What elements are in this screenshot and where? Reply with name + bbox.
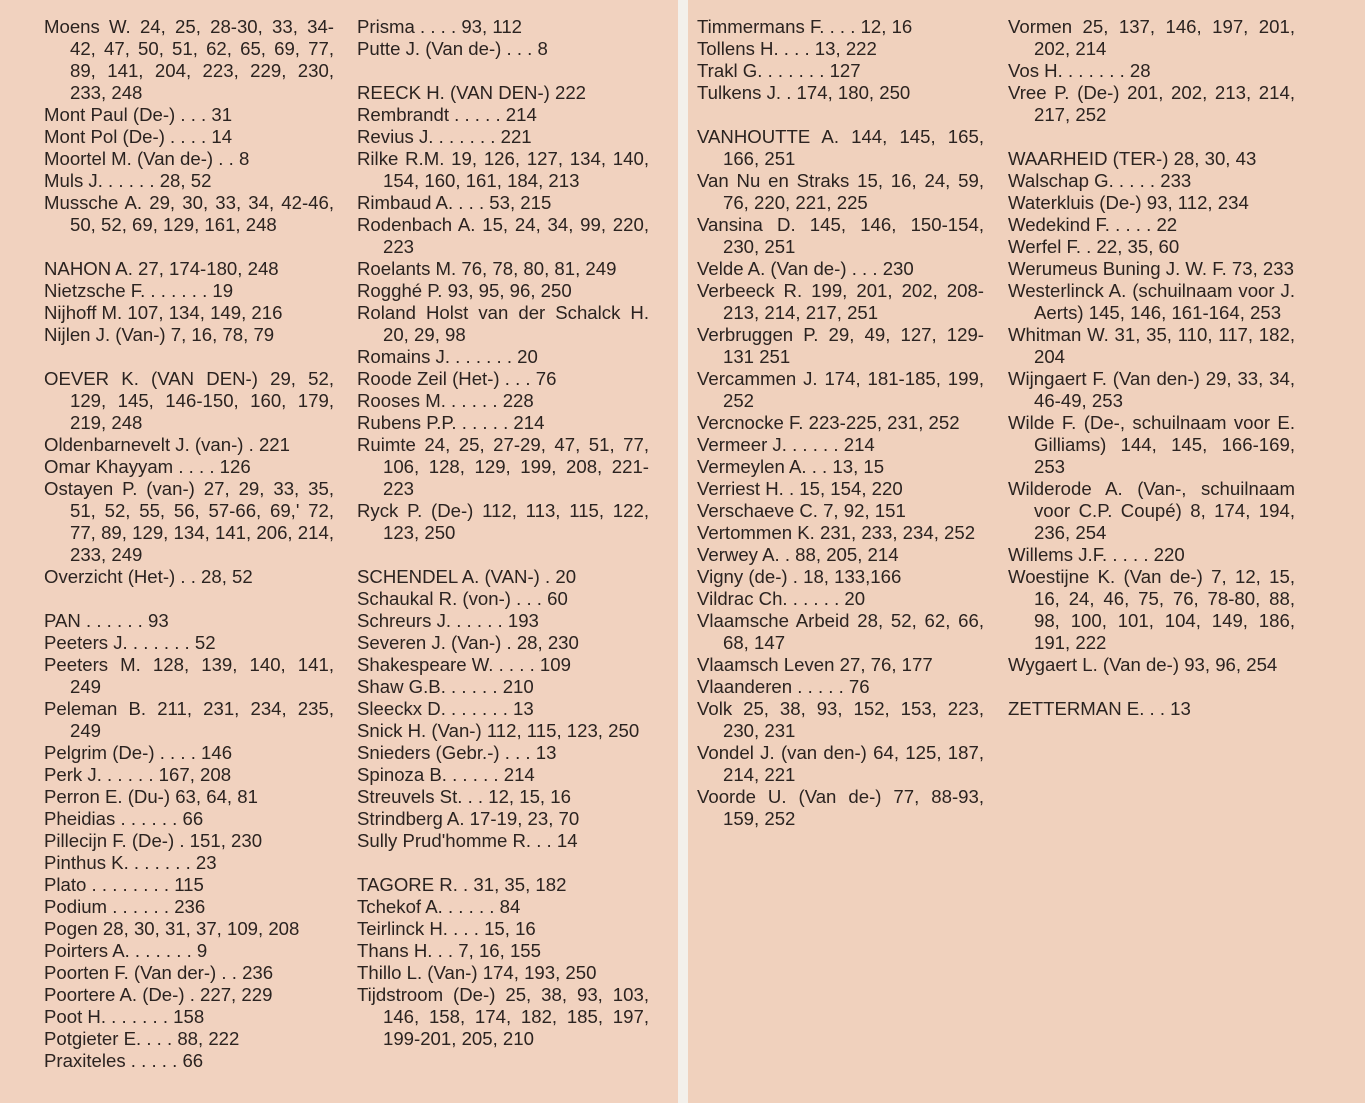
index-entry: Westerlinck A. (schuilnaam voor J. Aerts) 145, 146, 161-164, 253 <box>1008 280 1295 323</box>
index-entry: Vigny (de-) . 18, 133,166 <box>697 566 902 587</box>
index-entry: Nijlen J. (Van-) 7, 16, 78, 79 <box>44 324 275 345</box>
index-entry: Moortel M. (Van de-) . . 8 <box>44 148 250 169</box>
index-entry: Vlaanderen . . . . . 76 <box>697 676 870 697</box>
index-entry: Tchekof A. . . . . . 84 <box>357 896 521 917</box>
index-entry: Spinoza B. . . . . . 214 <box>357 764 535 785</box>
index-entry: Woestijne K. (Van de-) 7, 12, 15, 16, 24, 46, 75, 76, 78-80, 88, 98, 100, 101, 104, 149, 186, 191, 222 <box>1008 566 1295 653</box>
index-entry: Vormen 25, 137, 146, 197, 201, 202, 214 <box>1008 16 1295 59</box>
index-entry: NAHON A. 27, 174-180, 248 <box>44 258 279 279</box>
index-entry: Muls J. . . . . . 28, 52 <box>44 170 212 191</box>
index-entry: Timmermans F. . . . 12, 16 <box>697 16 913 37</box>
index-entry: PAN . . . . . . 93 <box>44 610 169 631</box>
index-entry: Vermeylen A. . . 13, 15 <box>697 456 885 477</box>
index-entry: Roelants M. 76, 78, 80, 81, 249 <box>357 258 617 279</box>
index-entry: Vos H. . . . . . . 28 <box>1008 60 1151 81</box>
index-entry: Oldenbarnevelt J. (van-) . 221 <box>44 434 290 455</box>
index-entry: Overzicht (Het-) . . 28, 52 <box>44 566 253 587</box>
index-entry: Strindberg A. 17-19, 23, 70 <box>357 808 580 829</box>
index-entry: Teirlinck H. . . . 15, 16 <box>357 918 536 939</box>
index-entry: Voorde U. (Van de-) 77, 88-93, 159, 252 <box>697 786 984 829</box>
index-entry: SCHENDEL A. (VAN-) . 20 <box>357 566 577 587</box>
index-entry: Volk 25, 38, 93, 152, 153, 223, 230, 231 <box>697 698 984 741</box>
index-entry: Vansina D. 145, 146, 150-154, 230, 251 <box>697 214 984 257</box>
index-entry: Shaw G.B. . . . . . 210 <box>357 676 534 697</box>
index-entry: Vercammen J. 174, 181-185, 199, 252 <box>697 368 984 411</box>
index-entry: Peleman B. 211, 231, 234, 235, 249 <box>44 698 334 741</box>
index-entry: Vondel J. (van den-) 64, 125, 187, 214, 221 <box>697 742 984 785</box>
index-entry: Velde A. (Van de-) . . . 230 <box>697 258 914 279</box>
index-entry: Wedekind F. . . . . 22 <box>1008 214 1178 235</box>
index-entry: Ruimte 24, 25, 27-29, 47, 51, 77, 106, 128, 129, 199, 208, 221-223 <box>357 434 649 499</box>
index-entry: Vermeer J. . . . . . 214 <box>697 434 875 455</box>
index-entry: Plato . . . . . . . . 115 <box>44 874 204 895</box>
left-page <box>0 0 678 1103</box>
index-entry: Wijngaert F. (Van den-) 29, 33, 34, 46-49, 253 <box>1008 368 1295 411</box>
index-entry: WAARHEID (TER-) 28, 30, 43 <box>1008 148 1257 169</box>
index-entry: Potgieter E. . . . 88, 222 <box>44 1028 240 1049</box>
index-entry: Wygaert L. (Van de-) 93, 96, 254 <box>1008 654 1278 675</box>
index-entry: Rembrandt . . . . . 214 <box>357 104 537 125</box>
index-entry: Schreurs J. . . . . . 193 <box>357 610 539 631</box>
index-entry: Perk J. . . . . . 167, 208 <box>44 764 232 785</box>
index-entry: Moens W. 24, 25, 28-30, 33, 34-42, 47, 50, 51, 62, 65, 69, 77, 89, 141, 204, 223, 229, 230, 233, 248 <box>44 16 334 103</box>
index-entry: Mont Paul (De-) . . . 31 <box>44 104 233 125</box>
index-entry: Waterkluis (De-) 93, 112, 234 <box>1008 192 1249 213</box>
index-entry: Verriest H. . 15, 154, 220 <box>697 478 903 499</box>
index-entry: Vercnocke F. 223-225, 231, 252 <box>697 412 960 433</box>
index-entry: Putte J. (Van de-) . . . 8 <box>357 38 548 59</box>
index-entry: Vree P. (De-) 201, 202, 213, 214, 217, 252 <box>1008 82 1295 125</box>
index-entry: Omar Khayyam . . . . 126 <box>44 456 251 477</box>
index-entry: Vertommen K. 231, 233, 234, 252 <box>697 522 976 543</box>
index-entry: Werfel F. . 22, 35, 60 <box>1008 236 1180 257</box>
index-entry: Pheidias . . . . . . 66 <box>44 808 204 829</box>
index-entry: Thillo L. (Van-) 174, 193, 250 <box>357 962 597 983</box>
index-entry: Schaukal R. (von-) . . . 60 <box>357 588 568 609</box>
index-entry: Poot H. . . . . . . 158 <box>44 1006 205 1027</box>
index-entry: Streuvels St. . . 12, 15, 16 <box>357 786 571 807</box>
index-entry: Pinthus K. . . . . . . 23 <box>44 852 217 873</box>
index-entry: Werumeus Buning J. W. F. 73, 233 <box>1008 258 1294 279</box>
index-entry: Poirters A. . . . . . . 9 <box>44 940 208 961</box>
index-entry: Whitman W. 31, 35, 110, 117, 182, 204 <box>1008 324 1295 367</box>
index-entry: Rooses M. . . . . . 228 <box>357 390 534 411</box>
index-entry: Van Nu en Straks 15, 16, 24, 59, 76, 220, 221, 225 <box>697 170 984 213</box>
index-entry: Romains J. . . . . . . 20 <box>357 346 538 367</box>
index-column-4 <box>1008 16 1295 720</box>
index-entry: Snick H. (Van-) 112, 115, 123, 250 <box>357 720 640 741</box>
index-entry: Wilderode A. (Van-, schuilnaam voor C.P. Coupé) 8, 174, 194, 236, 254 <box>1008 478 1295 543</box>
right-page <box>688 0 1365 1103</box>
index-column-2 <box>357 16 649 1050</box>
index-entry: Rimbaud A. . . . 53, 215 <box>357 192 552 213</box>
index-entry: REECK H. (VAN DEN-) 222 <box>357 82 587 103</box>
index-entry: Roode Zeil (Het-) . . . 76 <box>357 368 557 389</box>
index-entry: Revius J. . . . . . . 221 <box>357 126 532 147</box>
index-entry: Perron E. (Du-) 63, 64, 81 <box>44 786 258 807</box>
index-entry: Willems J.F. . . . . 220 <box>1008 544 1185 565</box>
index-entry: Nijhoff M. 107, 134, 149, 216 <box>44 302 283 323</box>
index-entry: Snieders (Gebr.-) . . . 13 <box>357 742 557 763</box>
index-entry: ZETTERMAN E. . . 13 <box>1008 698 1191 719</box>
index-entry: Rogghé P. 93, 95, 96, 250 <box>357 280 572 301</box>
index-entry: Rubens P.P. . . . . . 214 <box>357 412 545 433</box>
index-entry: Pillecijn F. (De-) . 151, 230 <box>44 830 263 851</box>
index-column-1 <box>44 16 334 1072</box>
index-entry: Thans H. . . 7, 16, 155 <box>357 940 541 961</box>
index-entry: Shakespeare W. . . . . 109 <box>357 654 571 675</box>
index-entry: Verwey A. . 88, 205, 214 <box>697 544 899 565</box>
index-entry: Tulkens J. . 174, 180, 250 <box>697 82 911 103</box>
index-entry: Trakl G. . . . . . . 127 <box>697 60 861 81</box>
index-entry: Mussche A. 29, 30, 33, 34, 42-46, 50, 52, 69, 129, 161, 248 <box>44 192 334 235</box>
index-entry: Peeters J. . . . . . . 52 <box>44 632 216 653</box>
index-entry: Vlaamsch Leven 27, 76, 177 <box>697 654 933 675</box>
index-entry: Rilke R.M. 19, 126, 127, 134, 140, 154, 160, 161, 184, 213 <box>357 148 649 191</box>
index-entry: Poortere A. (De-) . 227, 229 <box>44 984 273 1005</box>
index-entry: Podium . . . . . . 236 <box>44 896 206 917</box>
index-entry: Nietzsche F. . . . . . . 19 <box>44 280 234 301</box>
index-entry: TAGORE R. . 31, 35, 182 <box>357 874 567 895</box>
index-entry: Verbruggen P. 29, 49, 127, 129-131 251 <box>697 324 984 367</box>
index-entry: Pogen 28, 30, 31, 37, 109, 208 <box>44 918 300 939</box>
index-entry: Poorten F. (Van der-) . . 236 <box>44 962 274 983</box>
index-entry: Ostayen P. (van-) 27, 29, 33, 35, 51, 52, 55, 56, 57-66, 69,' 72, 77, 89, 129, 134, 141, 206, 214, 233, 249 <box>44 478 334 565</box>
index-entry: Mont Pol (De-) . . . . 14 <box>44 126 233 147</box>
index-entry: Wilde F. (De-, schuilnaam voor E. Gilliams) 144, 145, 166-169, 253 <box>1008 412 1295 477</box>
index-entry: Sully Prud'homme R. . . 14 <box>357 830 578 851</box>
index-entry: Roland Holst van der Schalck H. 20, 29, 98 <box>357 302 649 345</box>
index-entry: Verschaeve C. 7, 92, 151 <box>697 500 906 521</box>
index-entry: Vildrac Ch. . . . . . 20 <box>697 588 866 609</box>
index-entry: Tollens H. . . . 13, 222 <box>697 38 877 59</box>
index-entry: Pelgrim (De-) . . . . 146 <box>44 742 233 763</box>
index-entry: Ryck P. (De-) 112, 113, 115, 122, 123, 250 <box>357 500 649 543</box>
index-entry: Vlaamsche Arbeid 28, 52, 62, 66, 68, 147 <box>697 610 984 653</box>
index-entry: Severen J. (Van-) . 28, 230 <box>357 632 579 653</box>
index-entry: Peeters M. 128, 139, 140, 141, 249 <box>44 654 334 697</box>
index-entry: Rodenbach A. 15, 24, 34, 99, 220, 223 <box>357 214 649 257</box>
index-entry: Prisma . . . . 93, 112 <box>357 16 523 37</box>
index-entry: Walschap G. . . . . 233 <box>1008 170 1192 191</box>
index-entry: Verbeeck R. 199, 201, 202, 208-213, 214, 217, 251 <box>697 280 984 323</box>
index-entry: Praxiteles . . . . . 66 <box>44 1050 204 1071</box>
index-entry: Sleeckx D. . . . . . . 13 <box>357 698 534 719</box>
index-entry: VANHOUTTE A. 144, 145, 165, 166, 251 <box>697 126 984 169</box>
index-entry: Tijdstroom (De-) 25, 38, 93, 103, 146, 158, 174, 182, 185, 197, 199-201, 205, 210 <box>357 984 649 1049</box>
index-entry: OEVER K. (VAN DEN-) 29, 52, 129, 145, 146-150, 160, 179, 219, 248 <box>44 368 334 433</box>
index-column-3 <box>697 16 984 830</box>
